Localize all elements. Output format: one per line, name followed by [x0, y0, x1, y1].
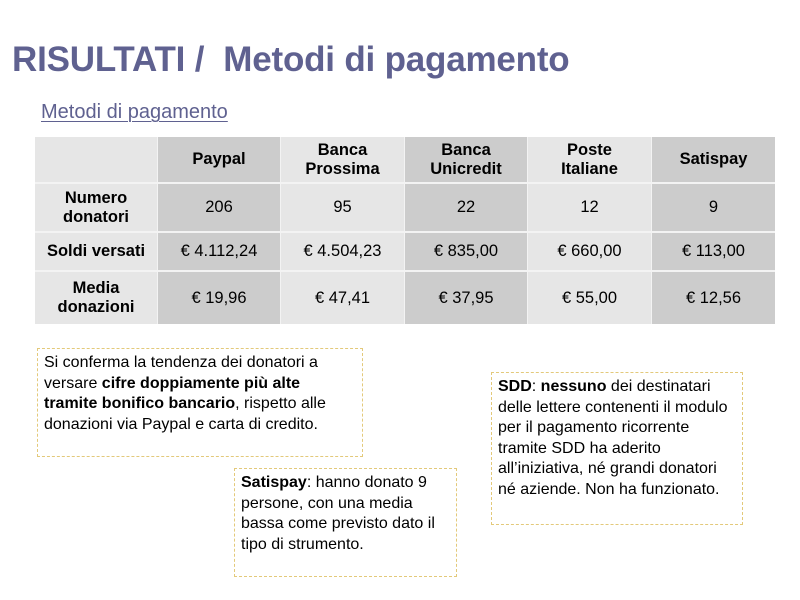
- table-row: [35, 272, 775, 324]
- row-label: [35, 184, 158, 233]
- table-row: [35, 184, 775, 233]
- table-cell: 206: [158, 184, 281, 233]
- note-text-bold: nessuno: [540, 378, 607, 395]
- row-label-text: donatori: [63, 207, 129, 226]
- table-cell: € 660,00: [528, 233, 652, 272]
- row-label-text: Numero: [64, 188, 128, 207]
- header-text: Satispay: [679, 150, 748, 168]
- header-cell-empty: [35, 137, 158, 184]
- table-cell: € 113,00: [652, 233, 775, 272]
- slide-subtitle: Metodi di pagamento: [41, 101, 228, 123]
- header-text: Banca: [317, 140, 368, 159]
- table-cell: € 835,00: [405, 233, 528, 272]
- header-cell-satispay: [652, 137, 775, 184]
- table-cell: € 4.112,24: [158, 233, 281, 272]
- header-cell-banca-unicredit: [405, 137, 528, 184]
- note-text: :: [531, 378, 541, 395]
- payment-methods-table: [35, 137, 775, 324]
- note-sdd: [491, 372, 743, 525]
- row-label-text: donazioni: [57, 298, 135, 316]
- header-text: Prossima: [305, 159, 380, 178]
- header-cell-poste-italiane: [528, 137, 652, 184]
- note-satispay: [234, 468, 457, 577]
- table-header-row: [35, 137, 775, 184]
- table-cell: 22: [405, 184, 528, 233]
- table-cell: € 37,95: [405, 272, 528, 324]
- header-text: Unicredit: [430, 159, 502, 178]
- table-cell: € 47,41: [281, 272, 405, 324]
- note-text-bold: SDD: [498, 378, 532, 395]
- table-row: [35, 233, 775, 272]
- table-cell: 12: [528, 184, 652, 233]
- slide-title: RISULTATI / Metodi di pagamento: [12, 40, 570, 79]
- note-text-bold: cifre doppiamente più alte tramite bonifico bancario: [44, 374, 301, 412]
- note-trend: [37, 348, 363, 457]
- header-text: Banca: [441, 140, 491, 159]
- table-cell: € 12,56: [652, 272, 775, 324]
- table-cell: € 19,96: [158, 272, 281, 324]
- row-label-text: Media: [72, 279, 120, 297]
- note-text: : hanno donato 9 persone, con una media bassa come previsto dato il tipo di strumento.: [241, 474, 435, 553]
- table-cell: 9: [652, 184, 775, 233]
- table-cell: € 4.504,23: [281, 233, 405, 272]
- header-text: Paypal: [192, 150, 246, 168]
- header-cell-banca-prossima: [281, 137, 405, 184]
- note-text-bold: Satispay: [241, 474, 307, 491]
- note-text: Si conferma la tendenza dei donatori a versare: [44, 354, 318, 392]
- note-text: dei destinatari delle lettere contenenti il modulo per il pagamento ricorrente tramite SDD ha aderito all’iniziativa, né grandi donatori né aziende. Non ha funzionato.: [498, 378, 728, 498]
- row-label: [35, 272, 158, 324]
- note-text: , rispetto alle donazioni via Paypal e carta di credito.: [44, 395, 326, 433]
- header-cell-paypal: [158, 137, 281, 184]
- header-text: Poste: [567, 140, 612, 159]
- table-cell: 95: [281, 184, 405, 233]
- row-label: Soldi versati: [35, 233, 158, 272]
- header-text: Italiane: [561, 159, 618, 178]
- table-cell: € 55,00: [528, 272, 652, 324]
